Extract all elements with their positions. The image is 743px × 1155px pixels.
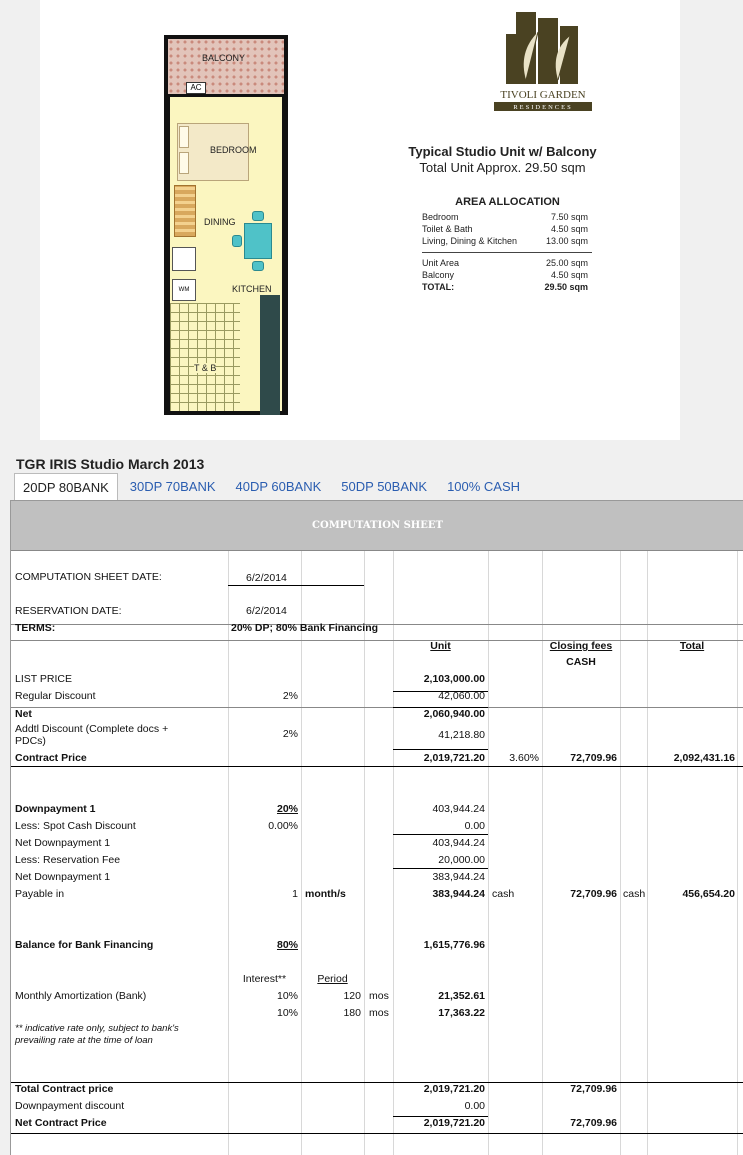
balance-label: Balance for Bank Financing (15, 939, 154, 951)
payable-unit: month/s (305, 888, 346, 900)
dp1-value: 403,944.24 (432, 803, 485, 815)
dining-table-icon (244, 223, 272, 259)
area-row: Bedroom 7.50 sqm (422, 212, 588, 222)
net-contract-value: 2,019,721.20 (423, 1117, 485, 1129)
payable-months: 1 (292, 888, 298, 900)
tab-40dp-60bank[interactable]: 40DP 60BANK (235, 479, 322, 494)
chair-icon (232, 235, 242, 247)
res-fee-value: 20,000.00 (438, 854, 485, 866)
amort-period-2: 180 (343, 1007, 361, 1019)
terms-label: TERMS: (15, 622, 56, 634)
computation-sheet (10, 500, 743, 1155)
closing-fee-value: 72,709.96 (570, 752, 617, 764)
amort-amount-1: 21,352.61 (438, 990, 485, 1002)
tab-100-cash[interactable]: 100% CASH (447, 479, 521, 494)
area-allocation-table (422, 211, 592, 293)
fridge-icon (172, 247, 196, 271)
logo-tagline: RESIDENCES (513, 104, 573, 111)
comp-date-value: 6/2/2014 (246, 572, 287, 584)
payable-closing: 72,709.96 (570, 888, 617, 900)
dining-label: DINING (204, 217, 236, 227)
terms-value: 20% DP; 80% Bank Financing (231, 622, 379, 634)
area-allocation-title: AREA ALLOCATION (455, 196, 560, 208)
area-row: Unit Area 25.00 sqm (422, 258, 588, 268)
net-label: Net (15, 708, 32, 720)
spot-cash-label: Less: Spot Cash Discount (15, 820, 136, 832)
addtl-discount-label-2: PDCs) (15, 735, 46, 747)
net-dp-value: 403,944.24 (432, 837, 485, 849)
col-total: Total (679, 640, 705, 652)
total-contract-value: 2,019,721.20 (423, 1083, 485, 1095)
res-date-value: 6/2/2014 (246, 605, 287, 617)
kitchen-counter-icon (260, 295, 280, 415)
kitchen-label: KITCHEN (232, 284, 272, 294)
balcony-label: BALCONY (202, 53, 246, 63)
net-value: 2,060,940.00 (423, 708, 485, 720)
res-fee-label: Less: Reservation Fee (15, 854, 121, 866)
regular-discount-pct: 2% (282, 690, 298, 702)
bedroom-label: BEDROOM (210, 145, 257, 155)
tab-30dp-70bank[interactable]: 30DP 70BANK (129, 479, 216, 494)
comp-date-label: COMPUTATION SHEET DATE: (15, 571, 162, 583)
sheet-header: COMPUTATION SHEET (11, 501, 743, 551)
payable-label: Payable in (15, 888, 65, 900)
addtl-discount-pct: 2% (282, 728, 298, 740)
amort-unit-1: mos (369, 990, 389, 1002)
ac-label: AC (186, 82, 206, 94)
contract-total-value: 2,092,431.16 (673, 752, 735, 764)
washing-machine-icon: WM (172, 279, 196, 301)
amort-period-1: 120 (343, 990, 361, 1002)
total-contract-label: Total Contract price (15, 1083, 114, 1095)
amort-rate-2: 10% (276, 1007, 298, 1019)
contract-price-value: 2,019,721.20 (423, 752, 485, 764)
balance-value: 1,615,776.96 (423, 939, 485, 951)
list-price-value: 2,103,000.00 (423, 673, 485, 685)
payable-amount: 383,944.24 (432, 888, 485, 900)
amort-rate-1: 10% (276, 990, 298, 1002)
pillow-icon (179, 126, 189, 148)
area-row: Living, Dining & Kitchen 13.00 sqm (422, 236, 588, 246)
net-contract-closing: 72,709.96 (570, 1117, 617, 1129)
contract-price-label: Contract Price (15, 752, 87, 764)
interest-header: Interest** (242, 973, 287, 985)
spot-cash-value: 0.00 (464, 820, 485, 832)
col-unit: Unit (430, 640, 451, 652)
dp-discount-label: Downpayment discount (15, 1100, 125, 1112)
unit-title: Typical Studio Unit w/ Balcony (408, 144, 597, 159)
pillow-icon (179, 152, 189, 174)
chair-icon (252, 261, 264, 271)
res-date-label: RESERVATION DATE: (15, 605, 122, 617)
net-dp2-label: Net Downpayment 1 (15, 871, 111, 883)
dp1-pct: 20% (276, 803, 298, 815)
tb-label: T & B (194, 363, 217, 373)
list-price-label: LIST PRICE (15, 673, 72, 685)
dp-discount-value: 0.00 (464, 1100, 485, 1112)
balance-pct: 80% (276, 939, 298, 951)
closing-pct: 3.60% (509, 752, 539, 764)
total-contract-closing: 72,709.96 (570, 1083, 617, 1095)
tab-20dp-80bank[interactable]: 20DP 80BANK (14, 473, 118, 500)
logo-name: TIVOLI GARDEN (500, 89, 586, 101)
area-row: Toilet & Bath 4.50 sqm (422, 224, 588, 234)
rate-note-2: prevailing rate at the time of loan (15, 1035, 153, 1046)
toilet-bath-area (170, 303, 240, 411)
regular-discount-label: Regular Discount (15, 690, 96, 702)
col-closing-fees: Closing fees (549, 640, 613, 652)
chair-icon (252, 211, 264, 221)
tab-bar (14, 473, 532, 500)
amort-label: Monthly Amortization (Bank) (15, 990, 147, 1002)
rate-note-1: ** indicative rate only, subject to bank's (15, 1023, 179, 1034)
unit-subtitle: Total Unit Approx. 29.50 sqm (419, 160, 586, 175)
payable-cash: cash (492, 888, 515, 900)
payable-total: 456,654.20 (682, 888, 735, 900)
area-row: Balcony 4.50 sqm (422, 270, 588, 280)
regular-discount-value: 42,060.00 (438, 690, 485, 702)
period-header: Period (317, 973, 348, 985)
floorplan-image (164, 35, 288, 415)
amort-unit-2: mos (369, 1007, 389, 1019)
net-dp-label: Net Downpayment 1 (15, 837, 111, 849)
page-title: TGR IRIS Studio March 2013 (16, 456, 205, 472)
payable-cash-2: cash (623, 888, 646, 900)
net-contract-label: Net Contract Price (15, 1117, 107, 1129)
tab-50dp-50bank[interactable]: 50DP 50BANK (341, 479, 428, 494)
net-dp2-value: 383,944.24 (432, 871, 485, 883)
addtl-discount-value: 41,218.80 (438, 729, 485, 741)
area-row-total: TOTAL: 29.50 sqm (422, 282, 588, 292)
tivoli-garden-logo (488, 12, 598, 112)
addtl-discount-label: Addtl Discount (Complete docs + (15, 723, 169, 735)
col-cash: CASH (566, 656, 596, 668)
spot-cash-pct: 0.00% (268, 820, 298, 832)
floorplan-card (40, 0, 680, 440)
closet-icon (174, 185, 196, 237)
amort-amount-2: 17,363.22 (438, 1007, 485, 1019)
dp1-label: Downpayment 1 (15, 803, 96, 815)
